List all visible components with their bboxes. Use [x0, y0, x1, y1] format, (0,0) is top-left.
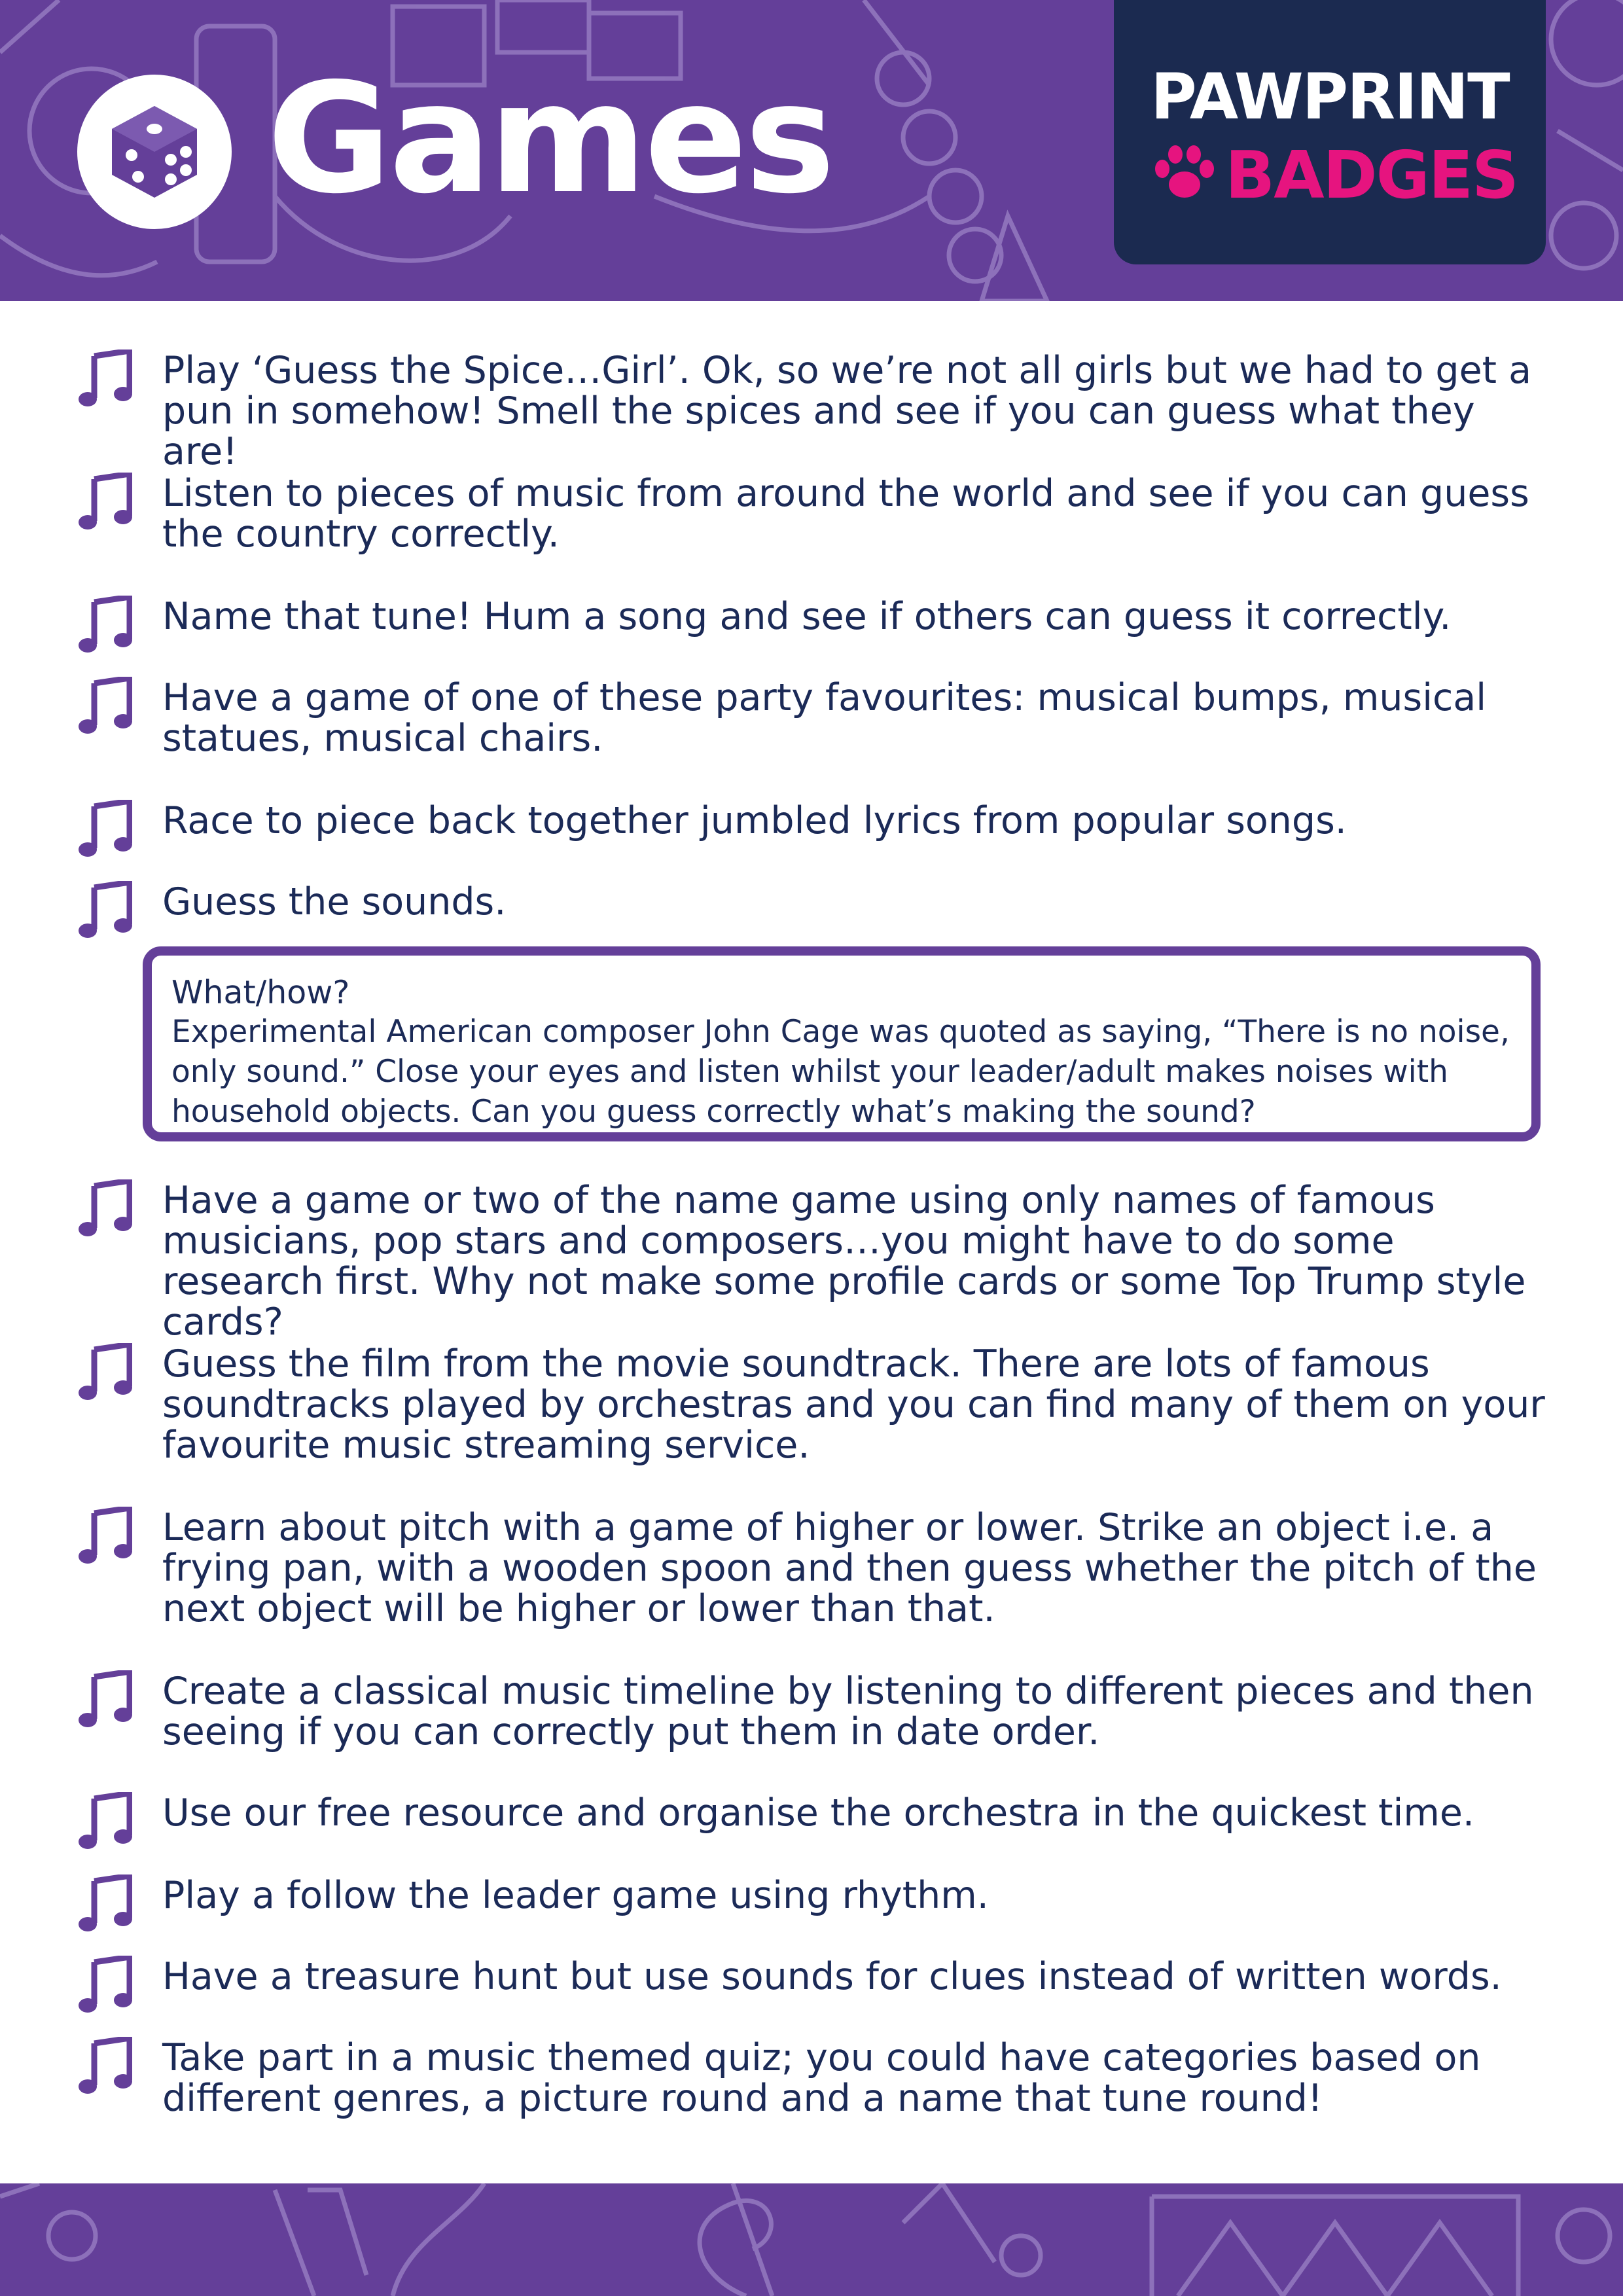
music-note-icon — [77, 1956, 132, 2015]
list-item-text: Guess the film from the movie soundtrack. There are lots of famous soundtracks played by orchestras and you can find many of them on your favourite music streaming service. — [162, 1342, 1545, 1467]
list-item-text: Play a follow the leader game using rhythm. — [162, 1874, 989, 1917]
music-note-icon — [77, 2037, 132, 2096]
music-note-icon — [77, 1507, 132, 1566]
list-item-text: Take part in a music themed quiz; you could have categories based on different genres, a picture round and a name that tune round! — [162, 2036, 1481, 2120]
dice-icon — [77, 75, 232, 229]
list-item-text: Create a classical music timeline by listening to different pieces and then seeing if you can correctly put them in date order. — [162, 1670, 1534, 1753]
what-how-body: Experimental American composer John Cage was quoted as saying, “There is no noise, only sound.” Close your eyes and listen whilst your leader/adult makes noises with household objects. Can you guess correctly what’s making the sound? — [171, 1014, 1510, 1130]
list-item-text: Listen to pieces of music from around the world and see if you can guess the country correctly. — [162, 472, 1529, 556]
music-note-icon — [77, 1343, 132, 1402]
brand-name-top: PAWPRINT — [1150, 60, 1509, 134]
list-item-text: Race to piece back together jumbled lyrics from popular songs. — [162, 799, 1347, 842]
list-item-text: Have a game or two of the name game using only names of famous musicians, pop stars and composers…you might have to do some research first. Why not make some profile cards or some Top Trump style cards? — [162, 1179, 1526, 1344]
list-item-text: Have a treasure hunt but use sounds for clues instead of written words. — [162, 1955, 1502, 1998]
header-banner — [0, 0, 1623, 301]
music-note-icon — [77, 596, 132, 655]
music-note-icon — [77, 1792, 132, 1851]
music-note-icon — [77, 1179, 132, 1238]
music-note-icon — [77, 881, 132, 940]
list-item-text: Have a game of one of these party favourites: musical bumps, musical statues, musical chairs. — [162, 676, 1487, 760]
list-item-text: Name that tune! Hum a song and see if others can guess it correctly. — [162, 595, 1452, 638]
instrument-pattern — [0, 2183, 1623, 2296]
brand-logo — [1114, 0, 1546, 264]
list-item-text: Use our free resource and organise the orchestra in the quickest time. — [162, 1791, 1475, 1835]
music-note-icon — [77, 677, 132, 736]
brand-name-bottom — [1153, 137, 1518, 215]
list-item-text: Play ‘Guess the Spice…Girl’. Ok, so we’re not all girls but we had to get a pun in somehow! Smell the spices and see if you can guess what they are! — [162, 349, 1532, 473]
music-note-icon — [77, 800, 132, 859]
paw-icon — [1153, 145, 1216, 215]
music-note-icon — [77, 1670, 132, 1729]
list-item-text: Learn about pitch with a game of higher or lower. Strike an object i.e. a frying pan, with a wooden spoon and then guess whether the pitch of the next object will be higher or lower than that. — [162, 1506, 1537, 1630]
footer-banner — [0, 2183, 1623, 2296]
brand-badges-label: BADGES — [1225, 137, 1518, 213]
what-how-title: What/how? — [171, 974, 350, 1011]
music-note-icon — [77, 473, 132, 531]
page-title: Games — [267, 50, 833, 227]
music-note-icon — [77, 350, 132, 408]
music-note-icon — [77, 1874, 132, 1933]
what-how-box — [143, 946, 1541, 1141]
list-item-text: Guess the sounds. — [162, 880, 507, 924]
